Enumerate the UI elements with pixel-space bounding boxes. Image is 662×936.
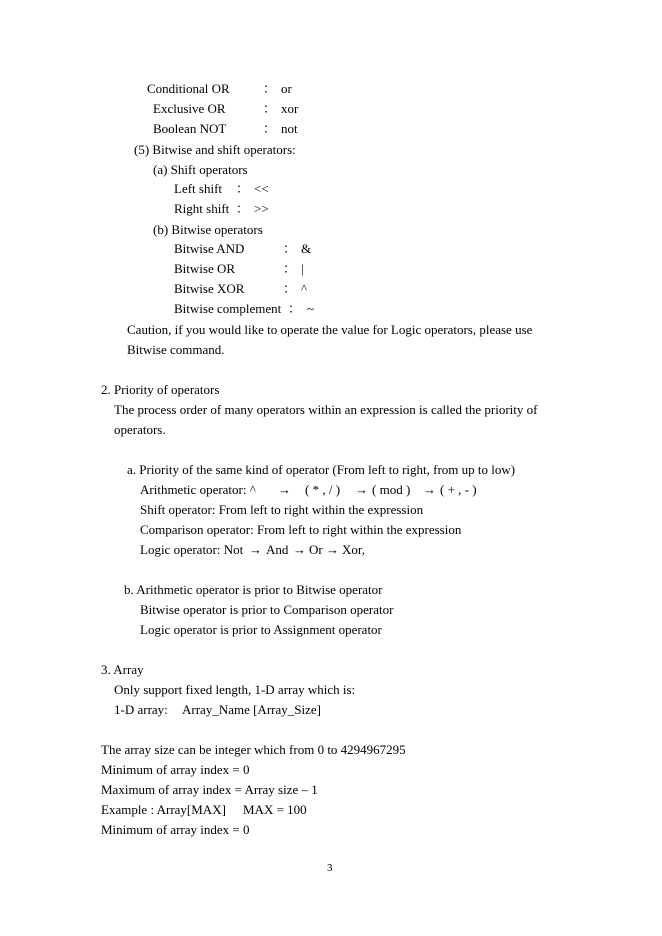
array-syntax-label: 1-D array: [114,702,168,717]
arithmetic-operator-label: Arithmetic operator: ^ [140,482,256,497]
priority-desc-line-2: operators. [114,422,166,437]
array-size-line: The array size can be integer which from 0 to 4294967295 [101,742,406,757]
array-example-value: MAX = 100 [243,802,307,817]
logic-op-name: Exclusive OR [153,101,226,116]
bitwise-op-sep: ： [283,241,297,256]
logic-op-symbol: xor [281,101,299,116]
bitwise-op-sep: ： [283,261,297,276]
priority-a-heading: a. Priority of the same kind of operator (From left to right, from up to low) [127,462,516,477]
logic-op-sep: ： [263,121,277,136]
logic-item: And [266,542,289,557]
shift-op-sep: ： [236,201,250,216]
priority-b-heading: b. Arithmetic operator is prior to Bitwise operator [124,582,383,597]
priority-desc-line-1: The process order of many operators within an expression is called the priority of [114,402,538,417]
shift-op-sep: ： [236,181,250,196]
bitwise-op-name: Bitwise XOR [174,281,245,296]
arrow-icon: → [326,542,339,557]
logic-item: Or [309,542,323,557]
bitwise-op-symbol: ^ [301,281,308,296]
priority-b-line-2: Bitwise operator is prior to Comparison operator [140,602,394,617]
shift-operators-heading: (a) Shift operators [153,162,248,177]
arith-item: ( * , / ) [305,482,341,497]
arrow-icon: → [293,542,306,557]
array-syntax-value: Array_Name [Array_Size] [182,702,321,717]
page-number: 3 [327,862,333,874]
caution-line-2: Bitwise command. [127,342,225,357]
array-heading: 3. Array [101,662,144,677]
logic-op-symbol: not [281,121,298,136]
priority-heading: 2. Priority of operators [101,382,220,397]
array-max-line: Maximum of array index = Array size – 1 [101,782,318,797]
bitwise-op-name: Bitwise OR [174,261,236,276]
bitwise-op-sep: ： [283,281,297,296]
bitwise-op-symbol: | [301,261,304,276]
arrow-icon: → [423,482,436,497]
logic-op-sep: ： [263,81,277,96]
arrow-icon: → [278,482,291,497]
array-min-line: Minimum of array index = 0 [101,762,250,777]
bitwise-op-sep: ： [288,301,302,316]
shift-op-name: Left shift [174,181,223,196]
arrow-icon: → [355,482,368,497]
array-example-label: Example : Array[MAX] [101,802,226,817]
arith-item: ( + , - ) [440,482,477,497]
arrow-icon: → [249,542,262,557]
shift-op-name: Right shift [174,201,230,216]
shift-op-symbol: >> [254,201,269,216]
shift-op-symbol: << [254,181,269,196]
array-min-line-2: Minimum of array index = 0 [101,822,250,837]
bitwise-operators-heading: (b) Bitwise operators [153,222,263,237]
logic-item: Xor, [342,542,365,557]
logic-op-sep: ： [263,101,277,116]
logic-op-name: Boolean NOT [153,121,227,136]
bitwise-shift-heading: (5) Bitwise and shift operators: [134,142,296,157]
logic-op-name: Conditional OR [147,81,230,96]
logic-operator-label: Logic operator: Not [140,542,244,557]
logic-op-symbol: or [281,81,292,96]
shift-priority-line: Shift operator: From left to right within the expression [140,502,424,517]
array-support-line: Only support fixed length, 1-D array which is: [114,682,356,697]
bitwise-op-symbol: ~ [307,301,315,316]
caution-line-1: Caution, if you would like to operate the value for Logic operators, please use [127,322,533,337]
arith-item: ( mod ) [372,482,411,497]
bitwise-op-name: Bitwise complement [174,301,282,316]
priority-b-line-3: Logic operator is prior to Assignment operator [140,622,382,637]
comparison-priority-line: Comparison operator: From left to right within the expression [140,522,462,537]
bitwise-op-name: Bitwise AND [174,241,245,256]
bitwise-op-symbol: & [301,241,312,256]
